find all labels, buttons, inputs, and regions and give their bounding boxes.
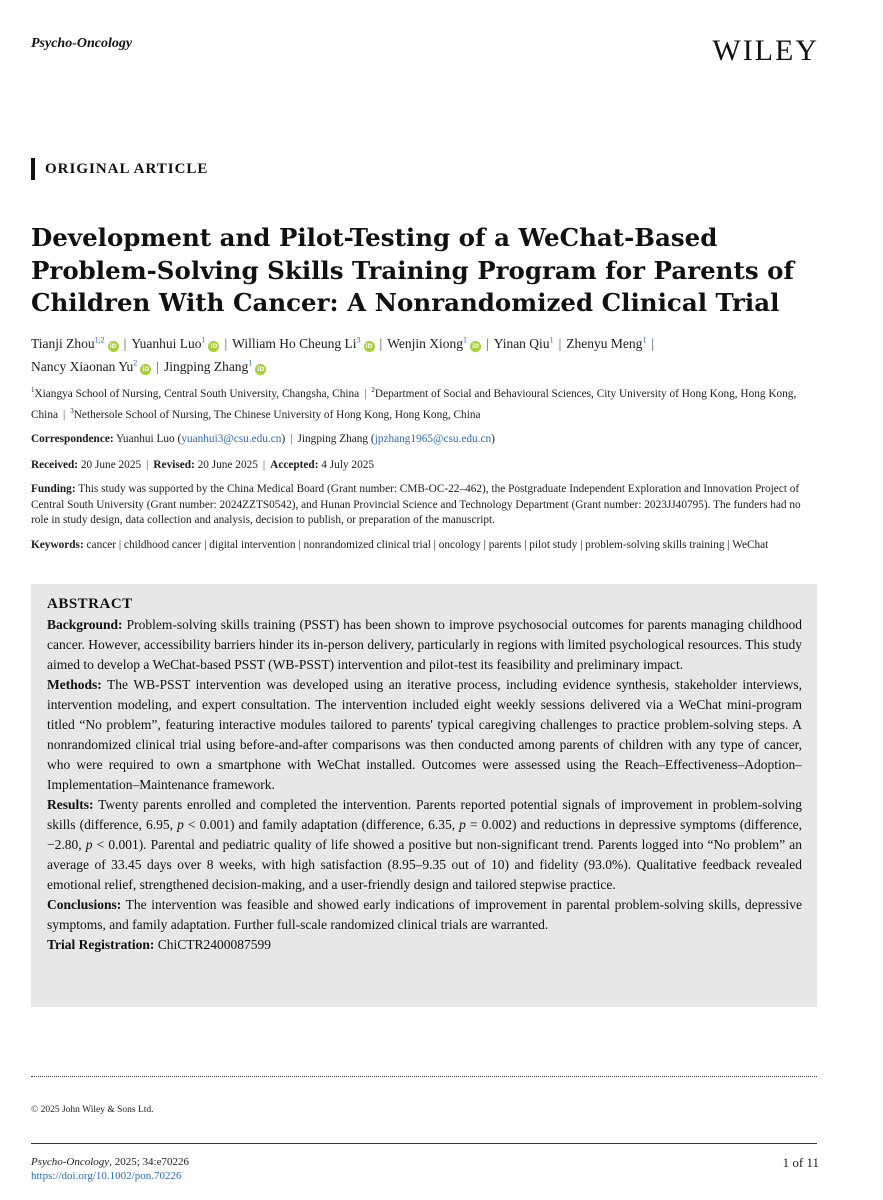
doi-link[interactable]: https://doi.org/10.1002/pon.70226 <box>31 1170 182 1182</box>
affiliation-number: 1 <box>31 386 35 394</box>
article-type-label: ORIGINAL ARTICLE <box>31 158 208 180</box>
orcid-icon[interactable]: iD <box>365 342 373 350</box>
footer-journal: Psycho-Oncology <box>31 1156 110 1168</box>
footer-volume: , 2025; 34:e70226 <box>109 1156 189 1168</box>
affiliation-3: Nethersole School of Nursing, The Chinese University of Hong Kong, Hong Kong, China <box>73 409 481 422</box>
abstract-box <box>31 584 817 1007</box>
author-name: Nancy Xiaonan Yu <box>31 359 134 374</box>
revised-label: Revised: <box>153 459 195 471</box>
orcid-icon[interactable]: iD <box>471 342 479 350</box>
author-separator: | <box>379 335 383 351</box>
abstract-background <box>47 615 802 675</box>
conclusions-text: The intervention was feasible and showed early indications of improvement in parental problem-solving skills, depressive symptoms, and family adaptation. Further full-scale randomized clinical trials are warranted. <box>47 897 802 932</box>
methods-label: Methods: <box>47 677 102 692</box>
orcid-icon[interactable]: iD <box>210 342 218 350</box>
abstract-trial-registration <box>47 935 802 955</box>
author-name: Jingping Zhang <box>163 359 249 374</box>
received-label: Received: <box>31 459 79 471</box>
trial-registration-id: ChiCTR2400087599 <box>157 937 271 952</box>
keywords-text[interactable]: cancer | childhood cancer | digital intervention | nonrandomized clinical trial | oncology | parents | pilot study | problem-solving skills training | WeChat <box>86 539 769 551</box>
affiliation-separator: | <box>364 387 367 400</box>
accepted-date: 4 July 2025 <box>321 459 375 471</box>
author-item[interactable] <box>131 336 219 351</box>
abstract-results <box>47 795 802 895</box>
background-label: Background: <box>47 617 123 632</box>
affiliation-marker[interactable]: 2 <box>133 358 138 368</box>
affiliation-marker[interactable]: 1 <box>248 358 253 368</box>
affiliation-marker[interactable]: 3 <box>356 335 361 344</box>
results-label: Results: <box>47 797 94 812</box>
author-name: Tianji Zhou <box>31 335 95 351</box>
background-text: Problem-solving skills training (PSST) has been shown to improve psychosocial outcomes for parents managing childhood cancer. However, accessibility barriers hinder its in-person delivery, particularly in regions with limited psychological resources. This study aimed to develop a WeChat-based PSST (WB-PSST) intervention and pilot-test its feasibility and preliminary impact. <box>47 617 802 672</box>
correspondence-label: Correspondence: <box>31 433 114 445</box>
article-dates <box>31 458 821 473</box>
keywords <box>31 538 821 554</box>
author-separator: | <box>123 335 127 351</box>
correspondence: Correspondence: Yuanhui Luo (yuanhui3@csu.edu.cn) | Jingping Zhang (jpzhang1965@csu.edu.cn) <box>31 433 495 445</box>
author-name: William Ho Cheung Li <box>232 335 357 351</box>
author-list <box>31 330 821 377</box>
abstract-methods <box>47 675 802 795</box>
p-value-symbol: p <box>85 837 93 852</box>
abstract-conclusions <box>47 895 802 935</box>
affiliations <box>31 382 821 425</box>
author-item[interactable] <box>31 336 119 351</box>
author-separator: | <box>156 359 159 374</box>
funding-text: This study was supported by the China Medical Board (Grant number: CMB-OC-22–462), the Postgraduate Independent Exploration and Innovation Project of Central South University (Grant number: 2024ZZTS0542), and Hunan Provincial Science and Technology Department (Grant number: 2023JJ40795). The funders had no role in study design, data collection and analysis, decision to publish, or preparation of the manuscript. <box>31 483 801 526</box>
funding-label: Funding: <box>31 483 76 495</box>
trial-registration-label: Trial Registration: <box>47 937 155 952</box>
results-text-4: < 0.001). Parental and pediatric quality of life showed a positive but non-significant trend. Parents logged into “No problem” an average of 33.45 days over 8 weeks, with high satisfaction (8.95–9.35 out of 10) and fidelity (93.0%). Qualitative feedback revealed emotional relief, strengthened decision-making, and a user-friendly design and tailored stepwise practice. <box>47 837 802 892</box>
author-separator: | <box>651 335 655 351</box>
abstract-content <box>47 594 802 955</box>
results-text-1: Twenty parents enrolled and completed the intervention. Parents reported potential signals of improvement in problem-solving skills (difference, 6.95, <box>47 797 802 832</box>
author-item[interactable] <box>566 336 646 351</box>
orcid-icon[interactable]: iD <box>257 366 265 373</box>
author-name: Yuanhui Luo <box>131 335 202 351</box>
affiliation-1: Xiangya School of Nursing, Central South University, Changsha, China <box>34 387 360 400</box>
funding-statement <box>31 482 821 529</box>
date-separator: | <box>146 459 149 471</box>
affiliation-marker[interactable]: 1 <box>462 335 467 344</box>
keywords-label: Keywords: <box>31 539 84 551</box>
author-item[interactable] <box>31 359 151 374</box>
author-name: Zhenyu Meng <box>566 335 643 351</box>
correspondent-name: Yuanhui Luo <box>116 433 175 445</box>
affiliation-2: Department of Social and Behavioural Sciences, City University of Hong Kong, Hong Kong, China <box>31 387 797 422</box>
affiliation-marker[interactable]: 1 <box>201 335 206 344</box>
methods-text: The WB-PSST intervention was developed using an iterative process, including evidence synthesis, stakeholder interviews, intervention modeling, and expert consultation. The intervention included eight weekly sessions delivered via a WeChat mini-program titled “No problem”, featuring interactive modules tailored to parents' typical caregiving challenges to practice problem-solving steps. A nonrandomized clinical trial using before-and-after comparisons was then conducted among parents of children with any type of cancer, who were required to own a smartphone with WeChat installed. Outcomes were assessed using the Reach–Effectiveness–Adoption–Implementation–Maintenance framework. <box>47 677 802 792</box>
email-link[interactable]: yuanhui3@csu.edu.cn <box>181 433 282 445</box>
correspondence-separator: | <box>290 433 293 445</box>
results-text-2: < 0.001) and family adaptation (difference, 6.35, <box>187 817 456 832</box>
revised-date: 20 June 2025 <box>197 459 258 471</box>
email-link[interactable]: jpzhang1965@csu.edu.cn <box>374 433 492 445</box>
orcid-icon[interactable]: iD <box>142 366 150 373</box>
author-name: Wenjin Xiong <box>387 335 463 351</box>
author-item[interactable] <box>232 336 374 351</box>
dotted-divider <box>31 1076 817 1077</box>
journal-name[interactable]: Psycho-Oncology <box>31 36 133 51</box>
affiliation-number: 3 <box>70 407 74 416</box>
p-value-symbol: p <box>459 817 466 832</box>
article-title: Development and Pilot-Testing of a WeChat-Based Problem-Solving Skills Training Program for Parents of Children With Cancer: A Nonrandomized Clinical Trial <box>31 223 795 317</box>
abstract-heading: ABSTRACT <box>47 596 133 612</box>
author-item[interactable] <box>387 336 481 351</box>
correspondent-name: Jingping Zhang <box>297 433 369 445</box>
author-separator: | <box>558 335 562 351</box>
received-date: 20 June 2025 <box>80 459 142 471</box>
results-text-3: = 0.002) and reductions in depressive symptoms (difference, −2.80, <box>47 817 803 852</box>
author-separator: | <box>485 335 489 351</box>
copyright-notice: © 2025 John Wiley & Sons Ltd. <box>31 1105 154 1115</box>
publisher-logo[interactable]: WILEY <box>712 34 819 67</box>
accepted-label: Accepted: <box>270 459 319 471</box>
affiliation-marker[interactable]: 1 <box>642 335 647 344</box>
date-separator: | <box>262 459 266 471</box>
conclusions-label: Conclusions: <box>47 897 122 912</box>
affiliation-number: 2 <box>371 386 375 394</box>
affiliation-marker[interactable]: 1 <box>549 335 554 344</box>
orcid-icon[interactable]: iD <box>109 342 117 350</box>
footer-citation <box>31 1155 189 1183</box>
author-name: Yinan Qiu <box>493 335 550 351</box>
affiliation-marker[interactable]: 1,2 <box>94 335 105 344</box>
author-separator: | <box>224 335 228 351</box>
page-number: 1 of 11 <box>782 1155 819 1170</box>
author-item[interactable] <box>164 359 266 374</box>
footer-divider <box>31 1143 817 1144</box>
author-item[interactable] <box>494 336 554 351</box>
p-value-symbol: p <box>177 817 184 832</box>
affiliation-separator: | <box>63 409 66 422</box>
